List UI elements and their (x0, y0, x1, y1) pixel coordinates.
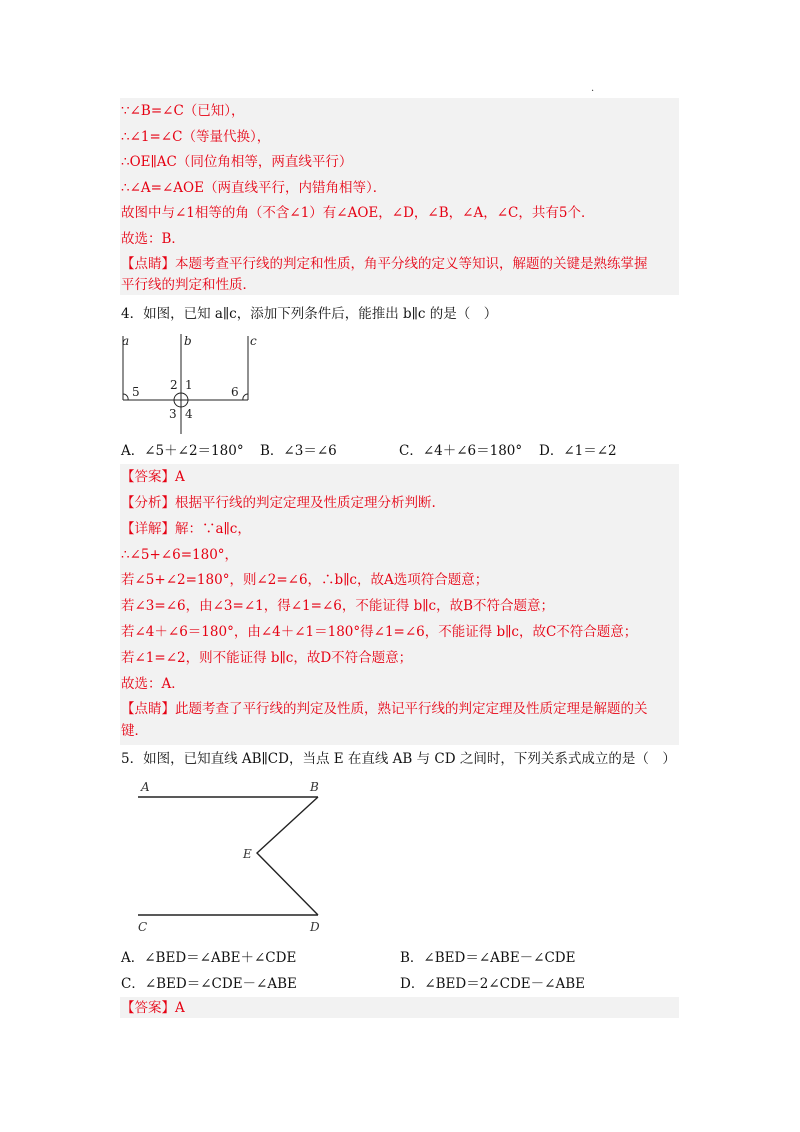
angle-1-label: 1 (185, 378, 193, 392)
comment-line: 键． (121, 723, 148, 739)
question-5-figure (130, 776, 330, 938)
detail-line: 若∠3=∠6，由∠3=∠1，得∠1=∠6，不能证得 b∥c，故B不符合题意； (121, 598, 554, 614)
angle-6-label: 6 (231, 385, 239, 399)
question-5-stem: 5．如图，已知直线 AB∥CD，当点 E 在直线 AB 与 CD 之间时，下列关系式成立的是（ ） (121, 751, 676, 767)
angle-2-label: 2 (170, 378, 178, 392)
point-b-label: B (310, 780, 319, 794)
line-b-label: b (184, 334, 192, 348)
point-e-label: E (243, 847, 252, 861)
detail-line: 若∠1=∠2，则不能证得 b∥c，故D不符合题意； (121, 650, 413, 666)
detail-line: 【详解】解：∵a∥c， (121, 521, 251, 537)
answer-label: 【答案】A (121, 1000, 185, 1016)
q5-option-c[interactable]: C．∠BED＝∠CDE－∠ABE (121, 976, 297, 992)
point-c-label: C (138, 920, 148, 934)
angle-5-label: 5 (132, 385, 140, 399)
q4-option-c[interactable]: C．∠4＋∠6＝180° (399, 443, 523, 459)
detail-line: 若∠5+∠2=180°，则∠2=∠6，∴b∥c，故A选项符合题意； (121, 572, 489, 588)
detail-line: 若∠4＋∠6＝180°，由∠4＋∠1＝180°得∠1=∠6，不能证得 b∥c，故C不符合题意； (121, 624, 638, 640)
detail-line: ∴∠5+∠6=180°， (121, 547, 239, 563)
angle-3-label: 3 (169, 407, 177, 421)
point-d-label: D (310, 920, 320, 934)
comment-line: 【点睛】此题考查了平行线的判定及性质，熟记平行线的判定定理及性质定理是解题的关 (121, 701, 648, 717)
question-4-figure (114, 332, 264, 436)
point-a-label: A (141, 780, 150, 794)
analysis-line: 【分析】根据平行线的判定定理及性质定理分析判断. (121, 495, 436, 511)
solution-line: ∵∠B=∠C（已知）， (121, 103, 245, 119)
comment-line: 【点睛】本题考查平行线的判定和性质，角平分线的定义等知识，解题的关键是熟练掌握 (121, 256, 648, 272)
q5-option-b[interactable]: B．∠BED＝∠ABE－∠CDE (400, 950, 576, 966)
q4-option-b[interactable]: B．∠3＝∠6 (260, 443, 337, 459)
q5-option-a[interactable]: A．∠BED＝∠ABE＋∠CDE (121, 950, 297, 966)
solution-line: ∴∠A=∠AOE（两直线平行，内错角相等）． (121, 180, 387, 196)
detail-line: 故选：A． (121, 676, 185, 692)
q5-option-d[interactable]: D．∠BED＝2∠CDE－∠ABE (400, 976, 585, 992)
solution-line: ∴∠1=∠C（等量代换）， (121, 129, 271, 145)
page-dot: · (591, 86, 595, 97)
line-c-label: c (250, 334, 257, 348)
solution-line: 故选：B． (121, 231, 185, 247)
line-a-label: a (122, 334, 130, 348)
solution-line: 故图中与∠1相等的角（不含∠1）有∠AOE，∠D，∠B，∠A，∠C，共有5个． (121, 205, 595, 221)
answer-label: 【答案】A (121, 469, 185, 485)
q4-option-a[interactable]: A．∠5＋∠2＝180° (121, 443, 244, 459)
solution-block-q5 (120, 997, 679, 1018)
solution-line: ∴OE∥AC（同位角相等，两直线平行） (121, 154, 353, 170)
angle-4-label: 4 (185, 407, 193, 421)
question-4-stem: 4．如图，已知 a∥c，添加下列条件后，能推出 b∥c 的是（ ） (121, 306, 498, 322)
comment-line: 平行线的判定和性质． (121, 277, 256, 293)
q4-option-d[interactable]: D．∠1＝∠2 (539, 443, 617, 459)
